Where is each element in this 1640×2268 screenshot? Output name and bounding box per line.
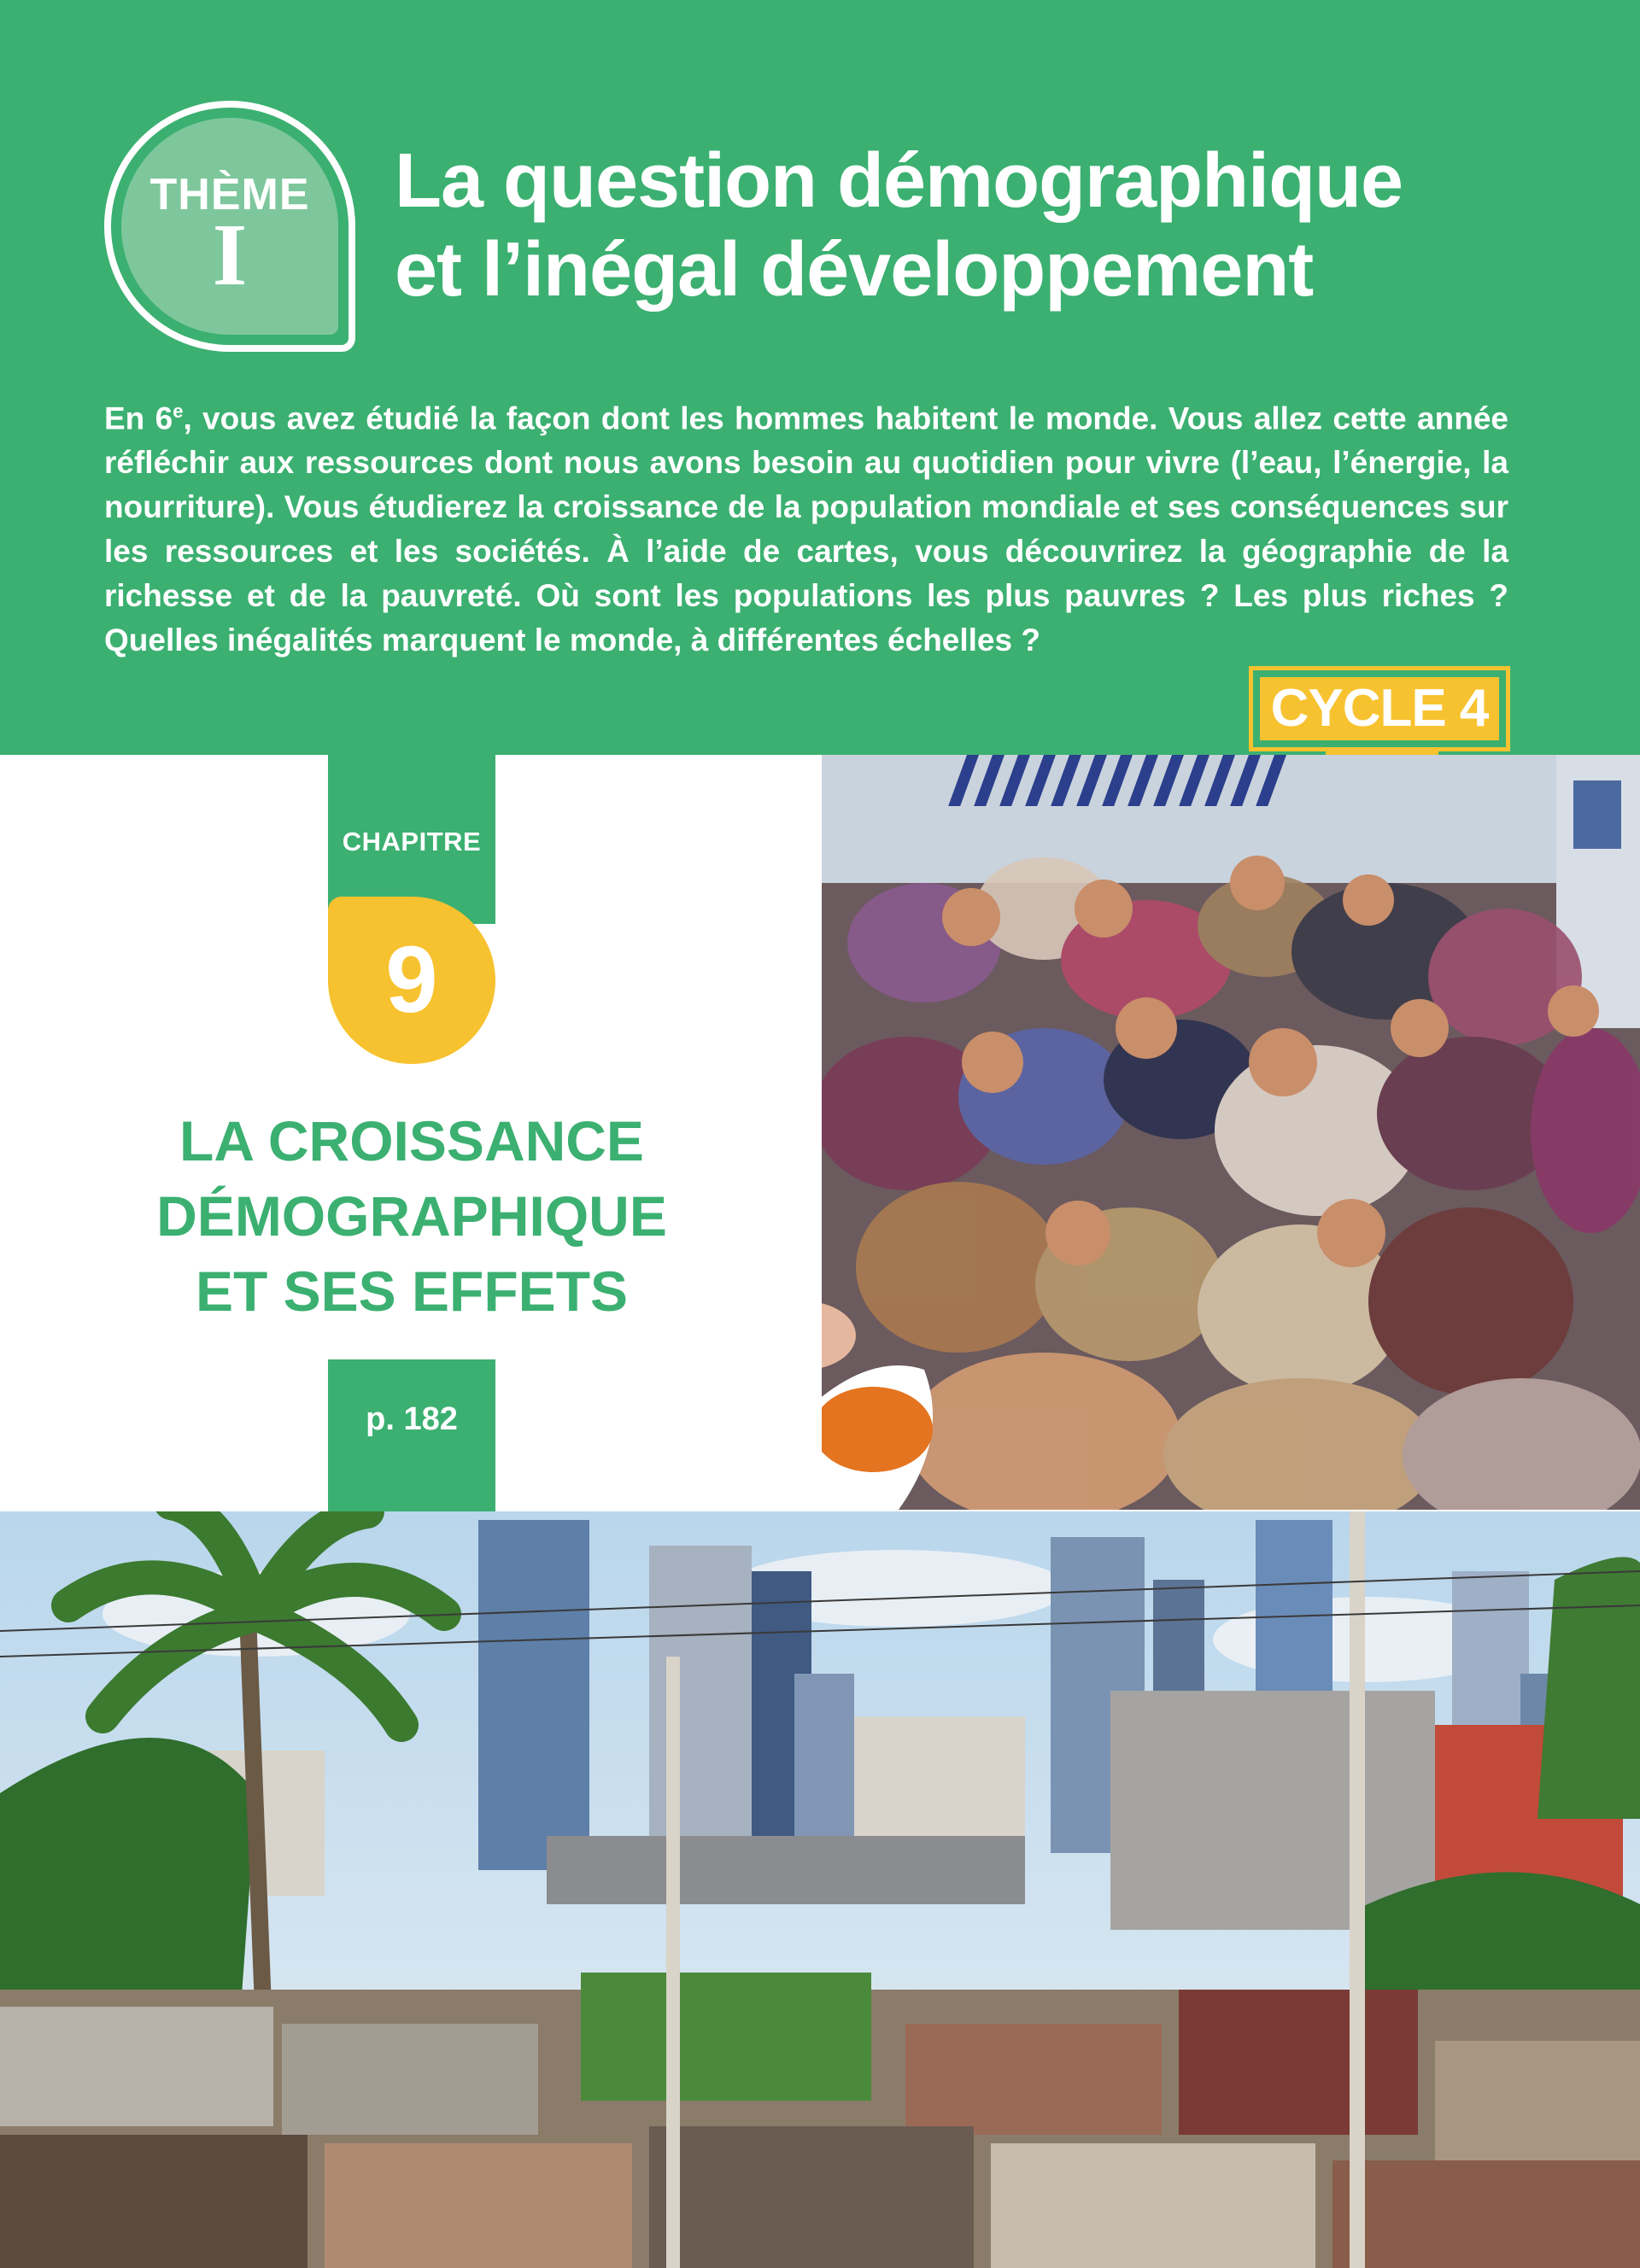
theme-badge-word: THÈME	[149, 170, 310, 219]
chapter-page-link[interactable]: p. 182	[328, 1359, 495, 1511]
chapter-title[interactable]	[128, 1103, 695, 1329]
theme-badge-number: I	[212, 206, 248, 304]
chapter-title-line-2: DÉMOGRAPHIQUE	[156, 1184, 667, 1248]
theme-title-line-1: La question démographique	[395, 138, 1403, 224]
city-photo	[0, 1511, 1640, 2268]
theme-title-line-2: et l’inégal développement	[395, 227, 1314, 313]
intro-text-rest: , vous avez étudié la façon dont les hommes habitent le monde. Vous allez cette année réfléchir aux ressources dont nous avons besoin au quotidien pour vivre (l’eau, l’énergie, la nourriture). Vous étudierez la croissance de la population mondiale et ses conséquences sur les ressources et les sociétés. À l’aide de cartes, vous découvrirez la géographie de la richesse et de la pauvreté. Où sont les populations les plus pauvres ? Les plus riches ? Quelles inégalités marquent le monde, à différentes échelles ?	[104, 400, 1508, 658]
theme-badge	[104, 101, 355, 352]
intro-sup: e	[173, 400, 184, 422]
theme-banner	[0, 0, 1640, 755]
cycle-badge	[1249, 666, 1510, 751]
chapter-label: CHAPITRE	[342, 827, 482, 856]
theme-title	[395, 137, 1505, 314]
chapter-title-line-1: LA CROISSANCE	[179, 1109, 644, 1172]
cycle-label: CYCLE 4	[1260, 677, 1499, 740]
intro-text-start: En 6	[104, 400, 173, 436]
crowd-photo	[822, 755, 1640, 1510]
chapter-number[interactable]: 9	[328, 897, 495, 1064]
theme-intro-paragraph	[104, 389, 1508, 663]
chapter-title-line-3: ET SES EFFETS	[195, 1260, 629, 1323]
